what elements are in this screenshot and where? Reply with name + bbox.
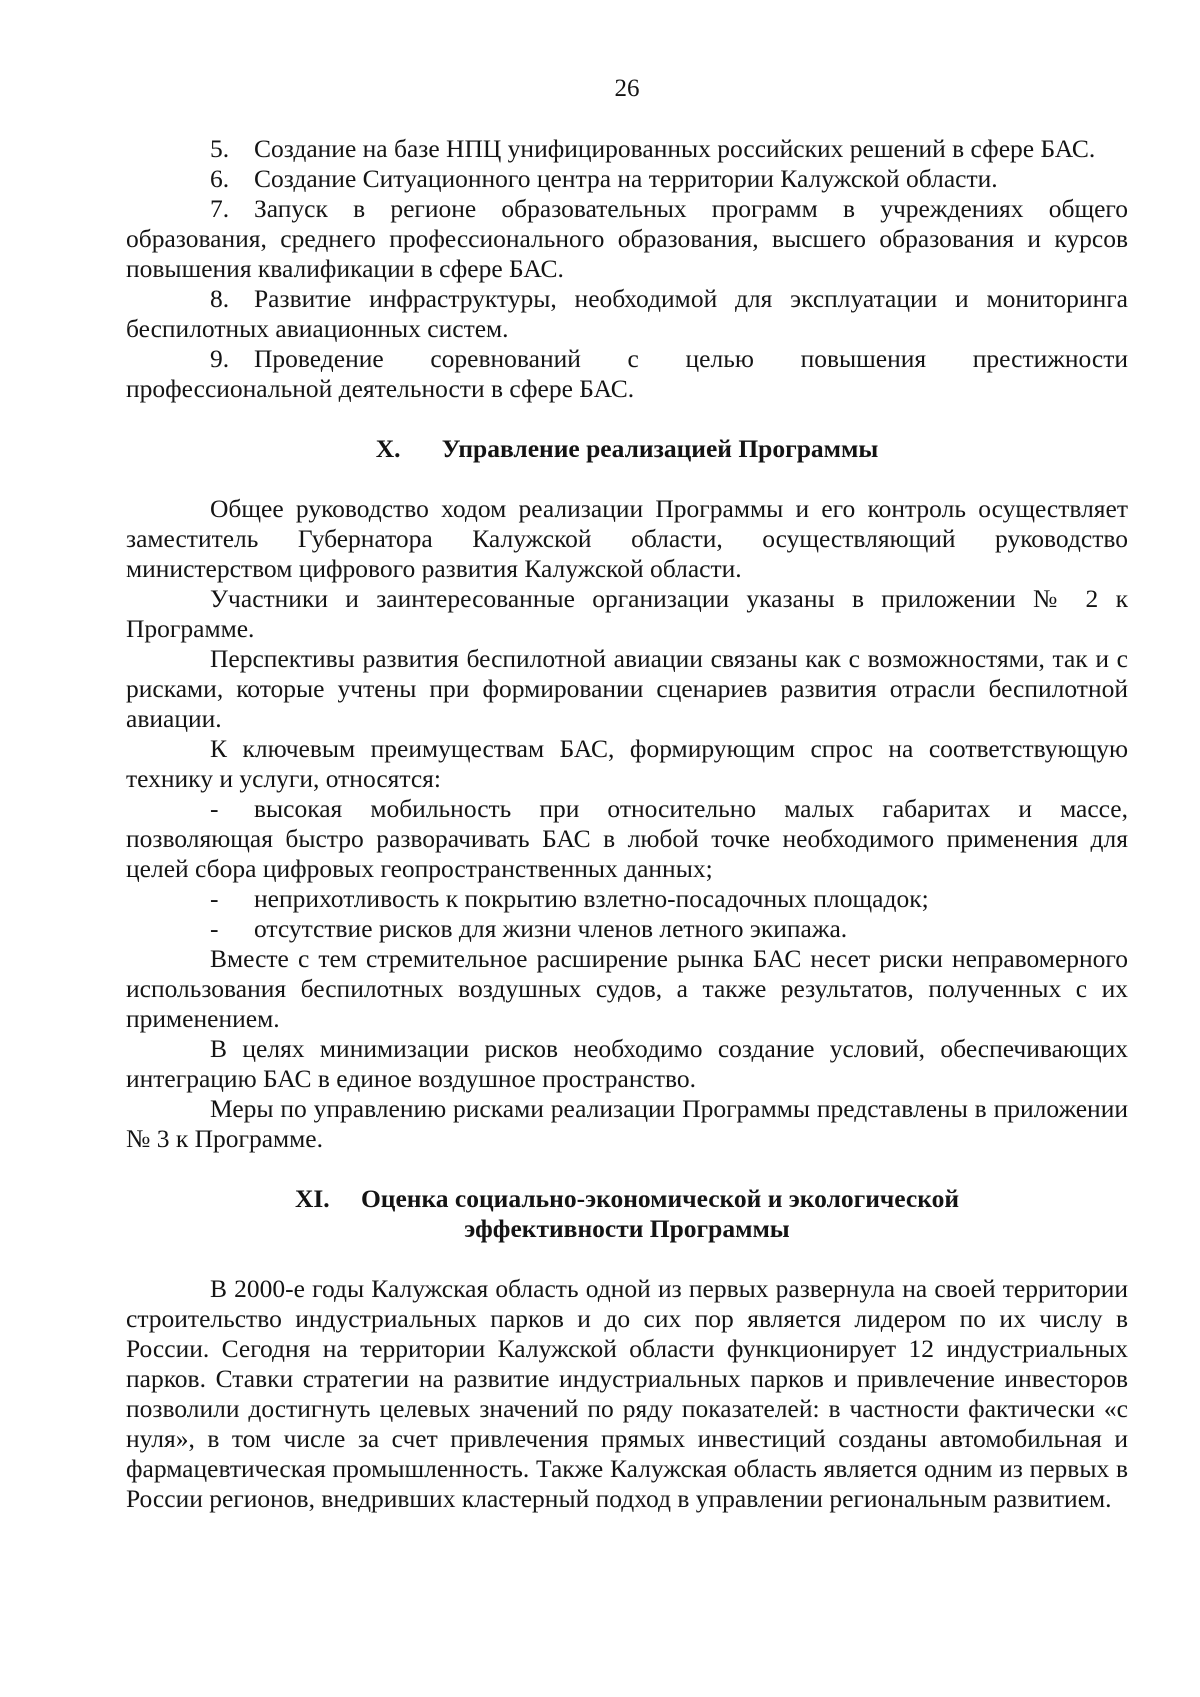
list-item-text: Запуск в регионе образовательных программ в учреждениях общего образования, среднего профессионального образования, высшего образования и курсов повышения квалификации в сфере БАС.: [126, 194, 1128, 283]
paragraph: Участники и заинтересованные организации указаны в приложении № 2 к Программе.: [126, 584, 1128, 643]
bullet-text: высокая мобильность при относительно малых габаритах и массе, позволяющая быстро разворачивать БАС в любой точке необходимого применения для целей сбора цифровых геопространственных данных;: [126, 794, 1128, 883]
section-xi-number: XI.: [294, 1184, 330, 1213]
bullet-dash: -: [210, 914, 219, 943]
paragraph: Меры по управлению рисками реализации Программы представлены в приложении № 3 к Программе.: [126, 1094, 1128, 1153]
list-item-number: 6.: [210, 164, 230, 193]
list-item: [126, 284, 1128, 344]
bullet-item: [126, 884, 1128, 914]
paragraph: В целях минимизации рисков необходимо создание условий, обеспечивающих интеграцию БАС в единое воздушное пространство.: [126, 1034, 1128, 1093]
list-item-text: Создание на базе НПЦ унифицированных российских решений в сфере БАС.: [254, 134, 1096, 163]
section-x-number: X.: [375, 434, 401, 463]
page-content: [126, 134, 1128, 1514]
bullet-dash: -: [210, 794, 219, 823]
paragraph: Вместе с тем стремительное расширение рынка БАС несет риски неправомерного использования беспилотных воздушных судов, а также результатов, полученных с их применением.: [126, 944, 1128, 1033]
bullet-text: отсутствие рисков для жизни членов летного экипажа.: [254, 914, 848, 943]
list-item: [126, 134, 1128, 164]
page-number: 26: [614, 75, 640, 102]
section-xi-title-line-2: эффективности Программы: [464, 1214, 790, 1243]
list-item-number: 8.: [210, 284, 230, 313]
list-item-text: Проведение соревнований с целью повышения престижности профессиональной деятельности в сфере БАС.: [126, 344, 1128, 403]
list-item: [126, 194, 1128, 284]
section-x-heading: [126, 434, 1128, 464]
bullet-item: [126, 794, 1128, 884]
bullet-text: неприхотливость к покрытию взлетно-посадочных площадок;: [254, 884, 929, 913]
section-xi-heading: [126, 1184, 1128, 1244]
list-item: [126, 344, 1128, 404]
bullet-dash: -: [210, 884, 219, 913]
list-item-number: 7.: [210, 194, 230, 223]
list-item-number: 5.: [210, 134, 230, 163]
list-item-number: 9.: [210, 344, 230, 373]
section-xi-title-line-1: [126, 1184, 1128, 1214]
paragraph: Общее руководство ходом реализации Программы и его контроль осуществляет заместитель Губернатора Калужской области, осуществляющий руководство министерством цифрового развития Калужской области.: [126, 494, 1128, 583]
paragraph: К ключевым преимуществам БАС, формирующим спрос на соответствующую технику и услуги, относятся:: [126, 734, 1128, 793]
bullet-item: [126, 914, 1128, 944]
paragraph: В 2000-е годы Калужская область одной из первых развернула на своей территории строительство индустриальных парков и до сих пор является лидером по их числу в России. Сегодня на территории Калужской области функционирует 12 индустриальных парков. Ставки стратегии на развитие индустриальных парков и привлечение инвесторов позволили достигнуть целевых значений по ряду показателей: в частности фактически «с нуля», в том числе за счет привлечения прямых инвестиций созданы автомобильная и фармацевтическая промышленность. Также Калужская область является одним из первых в России регионов, внедривших кластерный подход в управлении региональным развитием.: [126, 1274, 1128, 1513]
paragraph: Перспективы развития беспилотной авиации связаны как с возможностями, так и с рисками, которые учтены при формировании сценариев развития отрасли беспилотной авиации.: [126, 644, 1128, 733]
list-item-text: Развитие инфраструктуры, необходимой для эксплуатации и мониторинга беспилотных авиационных систем.: [126, 284, 1128, 343]
section-xi-title-part-1: Оценка социально-экономической и экологической: [360, 1184, 960, 1213]
list-item: [126, 164, 1128, 194]
list-item-text: Создание Ситуационного центра на территории Калужской области.: [254, 164, 998, 193]
section-x-title: Управление реализацией Программы: [441, 434, 879, 463]
